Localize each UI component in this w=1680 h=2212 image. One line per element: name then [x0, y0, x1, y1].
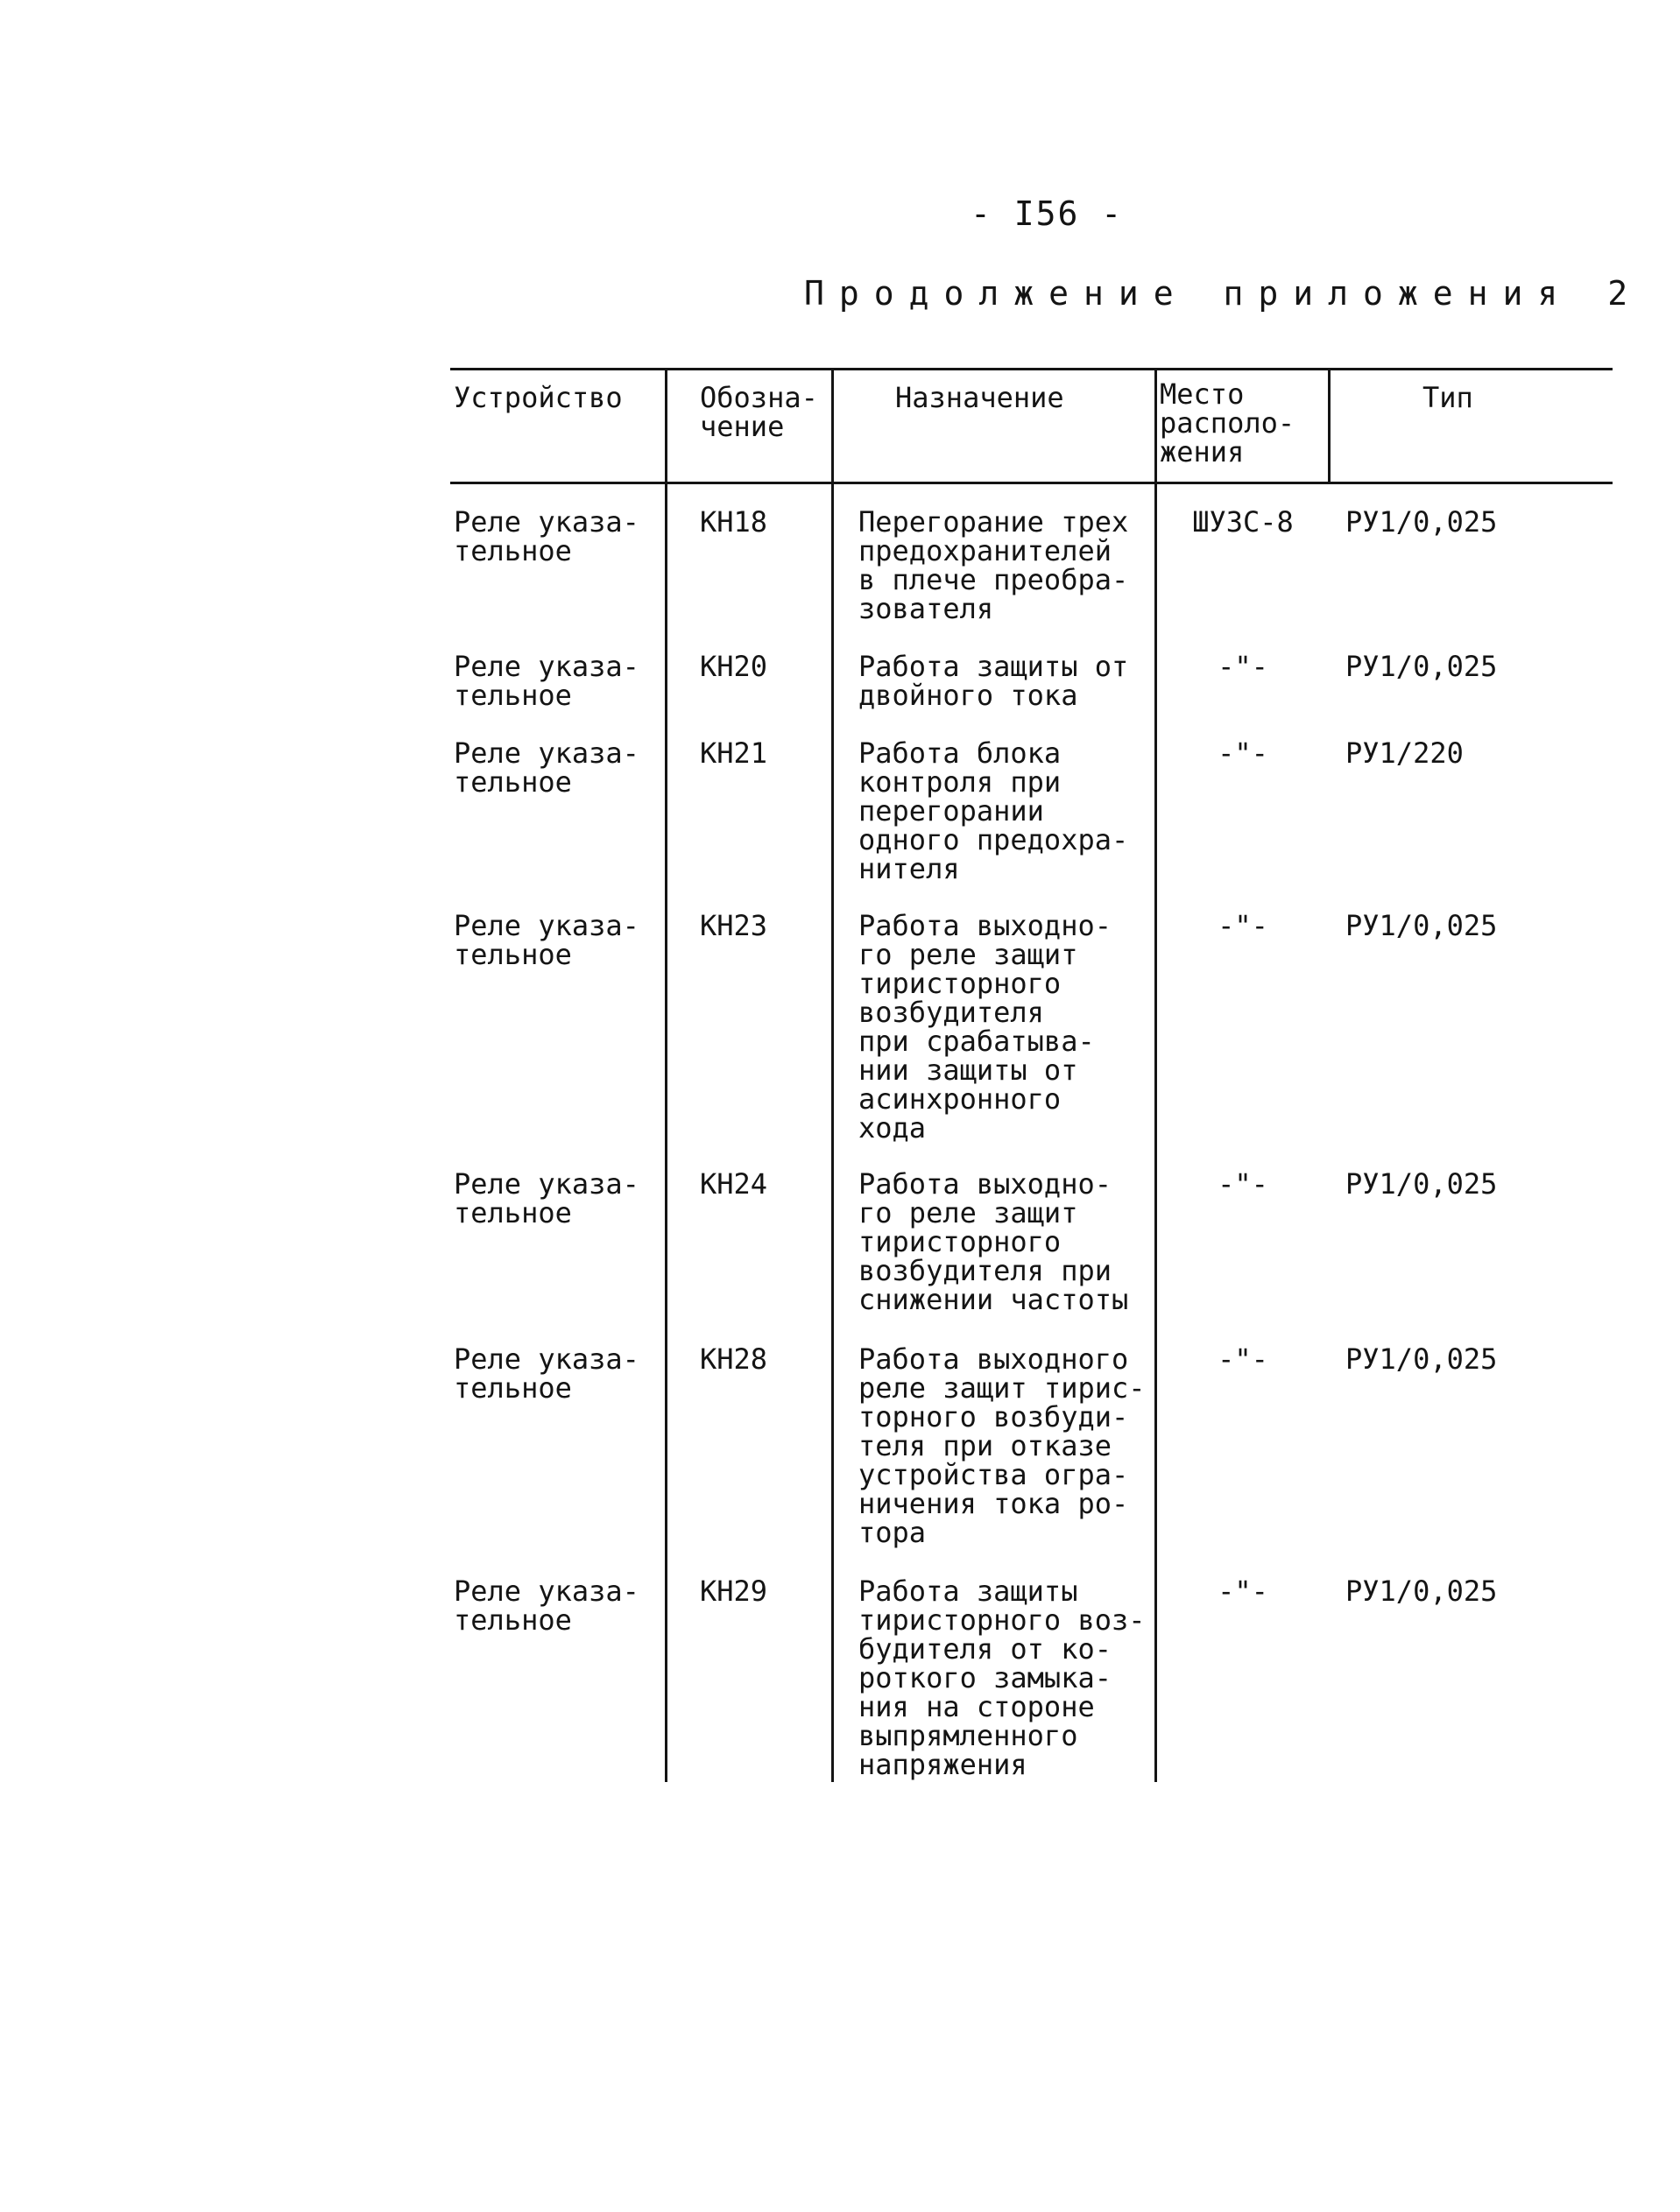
- cell-purpose: Работа защиты от двойного тока: [858, 650, 1129, 712]
- cell-designation: КН20: [700, 650, 768, 683]
- cell-type: РУ1/220: [1345, 736, 1464, 770]
- cell-designation: КН23: [700, 909, 768, 942]
- cell-designation: КН18: [700, 505, 768, 539]
- cell-device: Реле указа- тельное: [454, 1342, 639, 1405]
- cell-purpose: Работа защиты тиристорного воз- будителя от ко- роткого замыка- ния на стороне выпрямленного напряжения: [858, 1574, 1146, 1781]
- cell-location: -"-: [1218, 1574, 1268, 1608]
- cell-location: -"-: [1218, 1342, 1268, 1376]
- cell-location: -"-: [1218, 909, 1268, 942]
- cell-designation: КН29: [700, 1574, 768, 1608]
- cell-purpose: Работа выходно- го реле защит тиристорного возбудителя при срабатыва- нии защиты от асинхронного хода: [858, 909, 1112, 1145]
- column-divider: [1328, 368, 1331, 482]
- cell-location: -"-: [1218, 1167, 1268, 1201]
- cell-designation: КН28: [700, 1342, 768, 1376]
- column-divider: [831, 368, 834, 1782]
- header-type: Тип: [1422, 381, 1473, 414]
- header-device: Устройство: [454, 381, 623, 414]
- cell-device: Реле указа- тельное: [454, 505, 639, 567]
- cell-type: РУ1/0,025: [1345, 650, 1498, 683]
- cell-type: РУ1/0,025: [1345, 909, 1498, 942]
- cell-location: -"-: [1218, 736, 1268, 770]
- cell-purpose: Перегорание трех предохранителей в плече преобра- зователя: [858, 505, 1129, 625]
- cell-device: Реле указа- тельное: [454, 909, 639, 971]
- cell-device: Реле указа- тельное: [454, 736, 639, 799]
- cell-type: РУ1/0,025: [1345, 1342, 1498, 1376]
- page-number: - I56 -: [971, 194, 1124, 233]
- cell-type: РУ1/0,025: [1345, 1167, 1498, 1201]
- cell-type: РУ1/0,025: [1345, 1574, 1498, 1608]
- cell-device: Реле указа- тельное: [454, 1167, 639, 1229]
- appendix-table: [450, 368, 1613, 1782]
- appendix-continuation-heading: Продолжение приложения 2: [804, 274, 1643, 313]
- table-top-rule: [450, 368, 1613, 370]
- column-divider: [665, 368, 667, 1782]
- cell-purpose: Работа блока контроля при перегорании одного предохра- нителя: [858, 736, 1129, 885]
- cell-device: Реле указа- тельное: [454, 650, 639, 712]
- cell-location: ШУЗС-8: [1192, 505, 1294, 539]
- cell-device: Реле указа- тельное: [454, 1574, 639, 1637]
- cell-purpose: Работа выходного реле защит тирис- торного возбуди- теля при отказе устройства огра- ничения тока ро- тора: [858, 1342, 1146, 1549]
- header-location: Место располо- жения: [1160, 377, 1295, 468]
- cell-location: -"-: [1218, 650, 1268, 683]
- cell-type: РУ1/0,025: [1345, 505, 1498, 539]
- header-purpose: Назначение: [895, 381, 1064, 414]
- cell-designation: КН21: [700, 736, 768, 770]
- cell-designation: КН24: [700, 1167, 768, 1201]
- table-header-rule: [450, 482, 1613, 484]
- header-designation: Обозна- чение: [700, 381, 818, 443]
- cell-purpose: Работа выходно- го реле защит тиристорного возбудителя при снижении частоты: [858, 1167, 1129, 1316]
